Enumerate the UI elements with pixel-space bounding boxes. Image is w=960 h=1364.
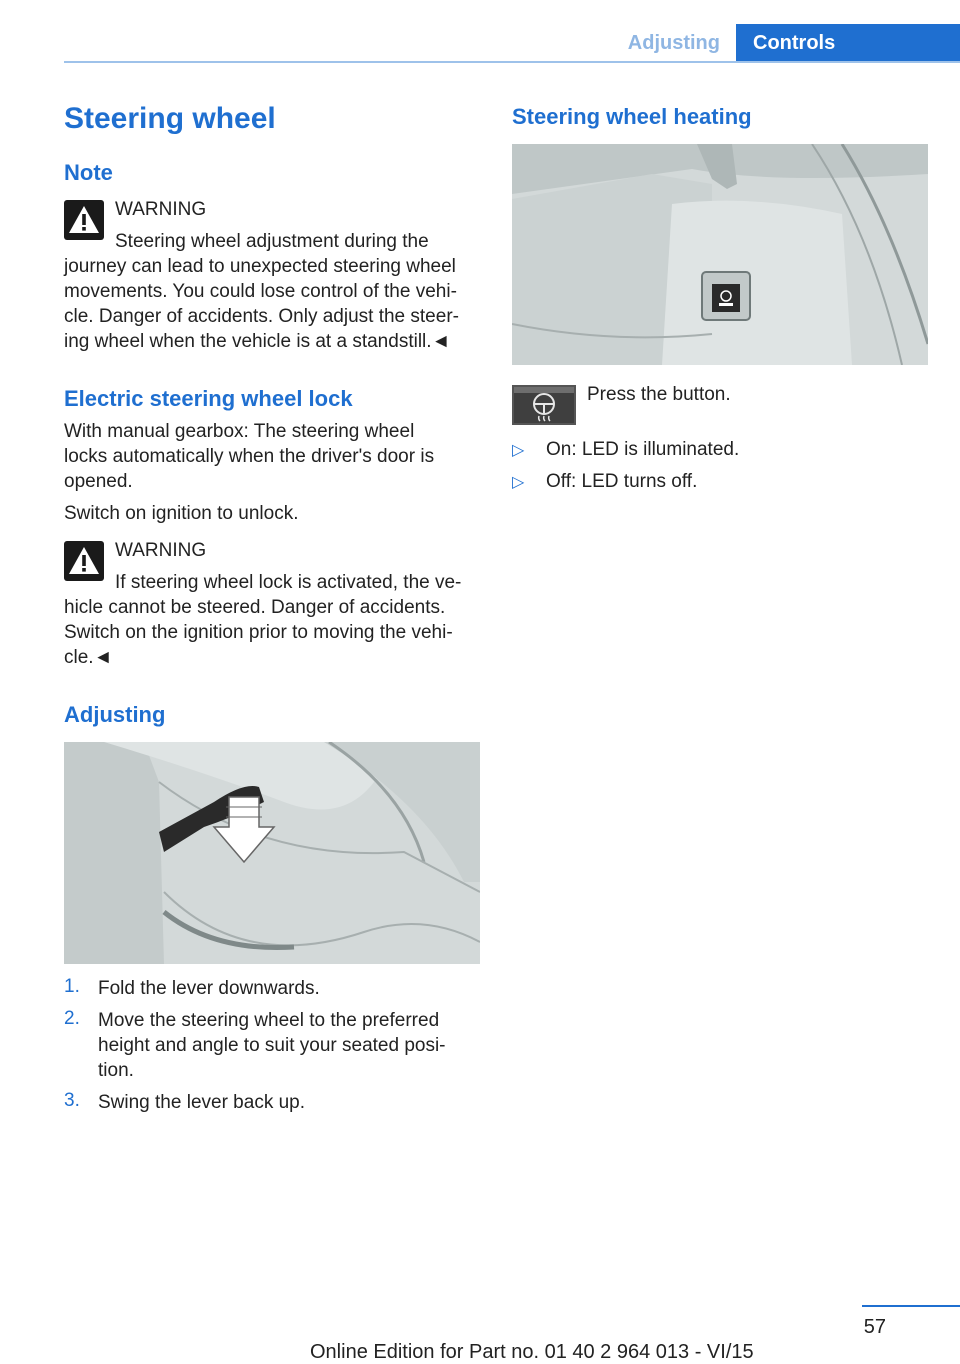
warning-text-line: Steering wheel adjustment during the [115, 231, 429, 252]
steering-wheel-heating-icon [512, 385, 576, 425]
step-number: 1. [64, 976, 80, 997]
warning-text-line: cle.◄ [64, 647, 113, 668]
lock-text-line: locks automatically when the driver's door is [64, 446, 435, 467]
bullet-marker: ▷ [512, 474, 525, 491]
step-text-line: height and angle to suit your seated posi‐ [98, 1035, 446, 1056]
heating-heading: Steering wheel heating [512, 104, 752, 129]
step-number: 3. [64, 1090, 80, 1111]
lock-text-line: opened. [64, 471, 133, 492]
warning-text-line: If steering wheel lock is activated, the ve‐ [115, 572, 462, 593]
page-number: 57 [863, 1316, 886, 1338]
warning-text-line: ing wheel when the vehicle is at a standstill.◄ [64, 331, 451, 352]
note-heading: Note [64, 160, 113, 185]
header-section-label[interactable]: Adjusting [627, 31, 720, 54]
bullet-text: On: LED is illuminated. [546, 439, 740, 460]
footer-rule [862, 1305, 960, 1307]
step-text-line: tion. [98, 1060, 134, 1081]
warning-icon [64, 200, 104, 240]
unlock-text: Switch on ignition to unlock. [64, 503, 299, 524]
warning-text-line: cle. Danger of accidents. Only adjust the steer‐ [64, 306, 459, 327]
header-chapter-tab[interactable]: Controls [736, 24, 960, 62]
page-title: Steering wheel [64, 102, 276, 135]
press-button-text: Press the button. [587, 384, 731, 405]
warning-label: WARNING [115, 540, 207, 561]
heating-illustration [512, 144, 928, 365]
warning-text-line: Switch on the ignition prior to moving the vehi‐ [64, 622, 453, 643]
bullet-text: Off: LED turns off. [546, 471, 698, 492]
footer-edition: Online Edition for Part no. 01 40 2 964 013 - VI/15 [310, 1341, 754, 1363]
step-text-line: Swing the lever back up. [98, 1092, 306, 1113]
step-text-line: Move the steering wheel to the preferred [98, 1010, 440, 1031]
warning-icon [64, 541, 104, 581]
lock-heading: Electric steering wheel lock [64, 386, 353, 411]
step-text-line: Fold the lever downwards. [98, 978, 320, 999]
adjusting-heading: Adjusting [64, 702, 166, 727]
step-number: 2. [64, 1008, 80, 1029]
warning-text-line: movements. You could lose control of the vehi‐ [64, 281, 457, 302]
bullet-marker: ▷ [512, 442, 525, 459]
warning-text-line: journey can lead to unexpected steering wheel [64, 256, 456, 277]
header-rule [64, 61, 960, 63]
adjusting-illustration [64, 742, 480, 964]
warning-text-line: hicle cannot be steered. Danger of accidents. [64, 597, 446, 618]
lock-text-line: With manual gearbox: The steering wheel [64, 421, 415, 442]
warning-label: WARNING [115, 199, 207, 220]
